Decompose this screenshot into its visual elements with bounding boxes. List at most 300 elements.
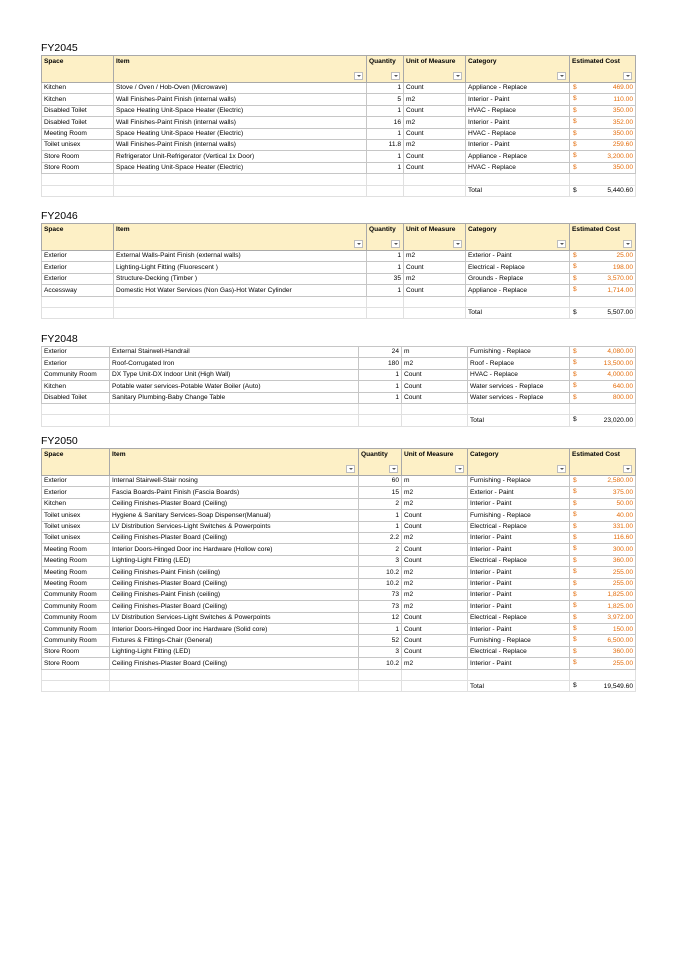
quantity-cell: 24: [359, 347, 402, 358]
item-cell: Ceiling Finishes-Plaster Board (Ceiling): [110, 578, 359, 589]
space-cell: Accessway: [42, 285, 114, 296]
blank-row: [42, 403, 636, 414]
cost-header: [570, 56, 636, 83]
currency-symbol: $: [573, 118, 577, 126]
space-cell: Store Room: [42, 162, 114, 173]
space-cell: Meeting Room: [42, 544, 110, 555]
quantity-cell: 180: [359, 358, 402, 369]
unit-cell: Count: [402, 392, 468, 403]
filter-dropdown-icon[interactable]: [453, 72, 462, 80]
unit-cell: Count: [404, 83, 466, 94]
space-cell: Disabled Toilet: [42, 117, 114, 128]
quantity-cell: 1: [359, 369, 402, 380]
currency-symbol: $: [573, 545, 577, 553]
category-cell: Interior - Paint: [468, 567, 570, 578]
category-cell: Interior - Paint: [468, 498, 570, 509]
item-cell: Lighting-Light Fitting (Fluorescent ): [114, 262, 367, 273]
currency-symbol: $: [573, 682, 577, 690]
category-cell: Interior - Paint: [468, 578, 570, 589]
cost-value: 50.00: [616, 500, 633, 508]
cost-header: [570, 449, 636, 476]
category-cell: Roof - Replace: [468, 358, 570, 369]
currency-symbol: $: [573, 488, 577, 496]
filter-dropdown-icon[interactable]: [389, 465, 398, 473]
space-cell: Kitchen: [42, 83, 114, 94]
cost-value: 259.60: [612, 141, 633, 149]
category-cell: Interior - Paint: [468, 658, 570, 669]
blank-cell: [110, 415, 359, 426]
cost-cell: [570, 612, 636, 623]
category-cell: Water services - Replace: [468, 381, 570, 392]
quantity-cell: 1: [367, 262, 404, 273]
quantity-cell: 1: [367, 285, 404, 296]
item-cell: Lighting-Light Fitting (LED): [110, 555, 359, 566]
category-cell: Interior - Paint: [466, 117, 570, 128]
section-title: FY2046: [41, 210, 78, 222]
blank-cell: [367, 307, 404, 318]
quantity-cell: 1: [367, 151, 404, 162]
quantity-cell: 1: [359, 381, 402, 392]
table-row: [42, 601, 636, 612]
item-cell: LV Distribution Services-Light Switches & Powerpoints: [110, 612, 359, 623]
blank-cell: [42, 185, 114, 196]
unit-cell: Count: [404, 262, 466, 273]
unit-cell: m2: [404, 117, 466, 128]
cost-cell: [570, 273, 636, 284]
unit-cell: Count: [402, 555, 468, 566]
space-cell: Meeting Room: [42, 555, 110, 566]
cost-cell: [570, 601, 636, 612]
table-row: [42, 635, 636, 646]
category-header: [468, 449, 570, 476]
category-cell: Appliance - Replace: [466, 83, 570, 94]
quantity-cell: 60: [359, 476, 402, 487]
cost-cell: [570, 117, 636, 128]
item-cell: Roof-Corrugated Iron: [110, 358, 359, 369]
category-cell: Exterior - Paint: [468, 487, 570, 498]
blank-cell: [570, 296, 636, 307]
table-row: [42, 476, 636, 487]
space-header: [42, 449, 110, 476]
blank-cell: [402, 681, 468, 692]
unit-header-label: Unit of Measure: [404, 451, 454, 458]
cost-value: 25.00: [616, 252, 633, 260]
header-row: [42, 449, 636, 476]
cost-cell: [570, 392, 636, 403]
blank-cell: [110, 403, 359, 414]
category-header-label: Category: [468, 58, 497, 65]
blank-row: [42, 669, 636, 680]
item-header-label: Item: [116, 226, 130, 233]
space-cell: Kitchen: [42, 381, 110, 392]
category-cell: Grounds - Replace: [466, 273, 570, 284]
total-label: Total: [468, 681, 570, 692]
item-cell: Wall Finishes-Paint Finish (internal walls): [114, 139, 367, 150]
item-cell: Interior Doors-Hinged Door inc Hardware (Solid core): [110, 624, 359, 635]
total-value: 5,440.60: [607, 187, 633, 194]
blank-cell: [114, 185, 367, 196]
currency-symbol: $: [573, 370, 577, 378]
cost-header-label: Estimated Cost: [572, 58, 620, 65]
header-row: [42, 56, 636, 83]
filter-dropdown-icon[interactable]: [623, 240, 632, 248]
total-value: 23,020.00: [603, 416, 633, 424]
cost-cell: [570, 94, 636, 105]
cost-value: 1,825.00: [607, 602, 633, 610]
cost-value: 640.00: [612, 382, 633, 390]
blank-cell: [402, 669, 468, 680]
unit-cell: Count: [402, 612, 468, 623]
category-cell: HVAC - Replace: [466, 162, 570, 173]
blank-cell: [42, 415, 110, 426]
item-cell: Lighting-Light Fitting (LED): [110, 646, 359, 657]
item-cell: DX Type Unit-DX Indoor Unit (High Wall): [110, 369, 359, 380]
cost-value: 1,714.00: [607, 286, 633, 294]
table-row: [42, 544, 636, 555]
filter-dropdown-icon[interactable]: [623, 72, 632, 80]
category-cell: HVAC - Replace: [466, 128, 570, 139]
space-cell: Meeting Room: [42, 567, 110, 578]
unit-cell: m2: [402, 601, 468, 612]
category-cell: Furnishing - Replace: [468, 347, 570, 358]
total-row: [42, 681, 636, 692]
quantity-cell: 5: [367, 94, 404, 105]
unit-cell: Count: [404, 128, 466, 139]
cost-value: 360.00: [612, 557, 633, 565]
currency-symbol: $: [573, 95, 577, 103]
blank-cell: [110, 669, 359, 680]
category-header: [466, 56, 570, 83]
cost-cell: [570, 635, 636, 646]
space-cell: Community Room: [42, 369, 110, 380]
filter-dropdown-icon[interactable]: [354, 72, 363, 80]
space-cell: Meeting Room: [42, 128, 114, 139]
item-cell: Ceiling Finishes-Plaster Board (Ceiling): [110, 601, 359, 612]
currency-symbol: $: [573, 348, 577, 355]
table-row: [42, 555, 636, 566]
space-cell: Community Room: [42, 612, 110, 623]
quantity-cell: 10.2: [359, 578, 402, 589]
cost-value: 4,080.00: [607, 348, 633, 356]
total-label: Total: [468, 415, 570, 426]
quantity-cell: 1: [367, 83, 404, 94]
cost-table: [41, 55, 636, 197]
cost-cell: [570, 521, 636, 532]
currency-symbol: $: [573, 84, 577, 91]
cost-value: 352.00: [612, 118, 633, 126]
section-title: FY2050: [41, 435, 78, 447]
total-value: 19,549.60: [603, 682, 633, 690]
blank-cell: [468, 669, 570, 680]
blank-cell: [114, 307, 367, 318]
cost-cell: [570, 139, 636, 150]
item-cell: Ceiling Finishes-Plaster Board (Ceiling): [110, 498, 359, 509]
cost-value: 150.00: [612, 625, 633, 633]
category-cell: Water services - Replace: [468, 392, 570, 403]
quantity-header: [367, 224, 404, 251]
unit-cell: m2: [402, 567, 468, 578]
space-cell: Store Room: [42, 151, 114, 162]
space-cell: Toilet unisex: [42, 139, 114, 150]
currency-symbol: $: [573, 602, 577, 610]
quantity-cell: 1: [367, 105, 404, 116]
space-header: [42, 224, 114, 251]
quantity-cell: 73: [359, 589, 402, 600]
space-cell: Community Room: [42, 635, 110, 646]
quantity-cell: 3: [359, 555, 402, 566]
blank-cell: [367, 185, 404, 196]
total-row: [42, 415, 636, 426]
filter-dropdown-icon[interactable]: [354, 240, 363, 248]
category-cell: Electrical - Replace: [468, 521, 570, 532]
item-header-label: Item: [116, 58, 130, 65]
cost-header: [570, 224, 636, 251]
blank-cell: [359, 669, 402, 680]
unit-cell: m2: [402, 487, 468, 498]
filter-dropdown-icon[interactable]: [453, 240, 462, 248]
filter-dropdown-icon[interactable]: [623, 465, 632, 473]
cost-cell: [570, 358, 636, 369]
item-cell: Interior Doors-Hinged Door inc Hardware (Hollow core): [110, 544, 359, 555]
table-row: [42, 658, 636, 669]
space-cell: Disabled Toilet: [42, 105, 114, 116]
table-row: [42, 624, 636, 635]
space-cell: Exterior: [42, 251, 114, 262]
currency-symbol: $: [573, 511, 577, 519]
currency-symbol: $: [573, 568, 577, 576]
filter-dropdown-icon[interactable]: [346, 465, 355, 473]
cost-value: 116.60: [613, 534, 633, 542]
table-row: [42, 83, 636, 94]
cost-cell: [570, 128, 636, 139]
quantity-cell: 3: [359, 646, 402, 657]
category-cell: HVAC - Replace: [466, 105, 570, 116]
section-fy2048: [41, 332, 635, 427]
category-cell: Interior - Paint: [468, 624, 570, 635]
space-cell: Community Room: [42, 589, 110, 600]
item-cell: Sanitary Plumbing-Baby Change Table: [110, 392, 359, 403]
category-header: [466, 224, 570, 251]
cost-value: 13,500.00: [603, 359, 633, 367]
item-header: [114, 224, 367, 251]
blank-cell: [404, 296, 466, 307]
blank-cell: [570, 403, 636, 414]
cost-table: [41, 448, 636, 692]
item-cell: Ceiling Finishes-Plaster Board (Ceiling): [110, 532, 359, 543]
cost-cell: [570, 151, 636, 162]
currency-symbol: $: [573, 163, 577, 171]
filter-dropdown-icon[interactable]: [455, 465, 464, 473]
currency-symbol: $: [573, 579, 577, 587]
cost-cell: [570, 567, 636, 578]
blank-cell: [359, 403, 402, 414]
item-cell: Ceiling Finishes-Paint Finish (ceiling): [110, 567, 359, 578]
blank-cell: [42, 681, 110, 692]
cost-value: 255.00: [612, 659, 633, 667]
item-cell: LV Distribution Services-Light Switches & Powerpoints: [110, 521, 359, 532]
cost-value: 469.00: [612, 84, 633, 92]
total-label: Total: [466, 307, 570, 318]
quantity-cell: 1: [359, 510, 402, 521]
table-row: [42, 358, 636, 369]
cost-cell: [570, 381, 636, 392]
blank-cell: [42, 403, 110, 414]
table-row: [42, 262, 636, 273]
table-row: [42, 381, 636, 392]
table-row: [42, 251, 636, 262]
space-cell: Toilet unisex: [42, 521, 110, 532]
space-cell: Store Room: [42, 646, 110, 657]
item-cell: Ceiling Finishes-Paint Finish (ceiling): [110, 589, 359, 600]
filter-dropdown-icon[interactable]: [557, 240, 566, 248]
category-cell: Interior - Paint: [466, 94, 570, 105]
category-cell: Furnishing - Replace: [468, 510, 570, 521]
category-cell: Exterior - Paint: [466, 251, 570, 262]
total-row: [42, 307, 636, 318]
currency-symbol: $: [573, 140, 577, 148]
filter-dropdown-icon[interactable]: [557, 72, 566, 80]
blank-cell: [466, 174, 570, 185]
table-row: [42, 578, 636, 589]
item-cell: Space Heating Unit-Space Heater (Electric): [114, 162, 367, 173]
table-row: [42, 498, 636, 509]
cost-cell: [570, 347, 636, 358]
cost-cell: [570, 658, 636, 669]
table-row: [42, 392, 636, 403]
cost-value: 198.00: [612, 263, 633, 271]
table-row: [42, 105, 636, 116]
total-row: [42, 185, 636, 196]
unit-cell: Count: [404, 105, 466, 116]
section-fy2045: [41, 41, 635, 197]
total-value: 5,507.00: [607, 309, 633, 317]
filter-dropdown-icon[interactable]: [391, 240, 400, 248]
table-row: [42, 646, 636, 657]
total-value-cell: [570, 185, 636, 196]
quantity-header-label: Quantity: [369, 226, 396, 233]
category-header-label: Category: [470, 451, 499, 458]
cost-header-label: Estimated Cost: [572, 226, 620, 233]
unit-cell: m2: [404, 139, 466, 150]
quantity-cell: 35: [367, 273, 404, 284]
quantity-header-label: Quantity: [361, 451, 388, 458]
blank-row: [42, 174, 636, 185]
currency-symbol: $: [573, 359, 577, 367]
space-cell: Exterior: [42, 358, 110, 369]
section-fy2046: [41, 209, 635, 319]
cost-value: 300.00: [612, 545, 633, 553]
table-row: [42, 117, 636, 128]
cost-cell: [570, 646, 636, 657]
cost-cell: [570, 285, 636, 296]
blank-cell: [359, 415, 402, 426]
table-row: [42, 162, 636, 173]
item-cell: Stove / Oven / Hob-Oven (Microwave): [114, 83, 367, 94]
section-title: FY2045: [41, 42, 78, 54]
blank-cell: [404, 185, 466, 196]
currency-symbol: $: [573, 263, 577, 271]
category-header-label: Category: [468, 226, 497, 233]
currency-symbol: $: [573, 252, 577, 259]
cost-table: [41, 223, 636, 319]
item-cell: Wall Finishes-Paint Finish (internal walls): [114, 94, 367, 105]
quantity-cell: 1: [359, 624, 402, 635]
section-title: FY2048: [41, 333, 78, 345]
item-cell: Fascia Boards-Paint Finish (Fascia Boards): [110, 487, 359, 498]
blank-cell: [468, 403, 570, 414]
filter-dropdown-icon[interactable]: [557, 465, 566, 473]
currency-symbol: $: [573, 522, 577, 530]
quantity-cell: 12: [359, 612, 402, 623]
currency-symbol: $: [573, 613, 577, 621]
item-cell: External Walls-Paint Finish (external walls): [114, 251, 367, 262]
cost-cell: [570, 532, 636, 543]
cost-value: 3,570.00: [607, 275, 633, 283]
currency-symbol: $: [573, 382, 577, 390]
category-cell: Electrical - Replace: [468, 612, 570, 623]
currency-symbol: $: [573, 647, 577, 655]
cost-value: 331.00: [612, 523, 633, 531]
blank-cell: [402, 415, 468, 426]
currency-symbol: $: [573, 129, 577, 137]
currency-symbol: $: [573, 393, 577, 401]
quantity-cell: 1: [367, 128, 404, 139]
cost-header-label: Estimated Cost: [572, 451, 620, 458]
unit-header: [402, 449, 468, 476]
cost-value: 255.00: [612, 568, 633, 576]
cost-cell: [570, 624, 636, 635]
item-cell: Potable water services-Potable Water Boiler (Auto): [110, 381, 359, 392]
table-row: [42, 567, 636, 578]
currency-symbol: $: [573, 274, 577, 282]
space-header-label: Space: [44, 451, 64, 458]
quantity-cell: 2.2: [359, 532, 402, 543]
unit-cell: Count: [402, 510, 468, 521]
unit-cell: m2: [404, 273, 466, 284]
section-fy2050: [41, 434, 635, 692]
item-cell: Ceiling Finishes-Plaster Board (Ceiling): [110, 658, 359, 669]
total-value-cell: [570, 307, 636, 318]
unit-cell: Count: [402, 521, 468, 532]
currency-symbol: $: [573, 625, 577, 633]
space-cell: Kitchen: [42, 498, 110, 509]
space-header-label: Space: [44, 58, 64, 65]
category-cell: Interior - Paint: [468, 601, 570, 612]
table-row: [42, 128, 636, 139]
space-cell: Toilet unisex: [42, 510, 110, 521]
unit-cell: m: [402, 347, 468, 358]
unit-cell: m2: [402, 589, 468, 600]
blank-cell: [367, 296, 404, 307]
table-row: [42, 589, 636, 600]
header-row: [42, 224, 636, 251]
cost-cell: [570, 555, 636, 566]
quantity-header: [367, 56, 404, 83]
filter-dropdown-icon[interactable]: [391, 72, 400, 80]
quantity-cell: 11.8: [367, 139, 404, 150]
cost-value: 350.00: [612, 164, 633, 172]
blank-cell: [42, 669, 110, 680]
currency-symbol: $: [573, 659, 577, 667]
cost-value: 360.00: [612, 648, 633, 656]
category-cell: Interior - Paint: [468, 544, 570, 555]
unit-cell: Count: [402, 381, 468, 392]
quantity-cell: 1: [367, 162, 404, 173]
category-cell: Appliance - Replace: [466, 285, 570, 296]
item-cell: Domestic Hot Water Services (Non Gas)-Hot Water Cylinder: [114, 285, 367, 296]
cost-value: 3,200.00: [607, 152, 633, 160]
currency-symbol: $: [573, 186, 577, 194]
